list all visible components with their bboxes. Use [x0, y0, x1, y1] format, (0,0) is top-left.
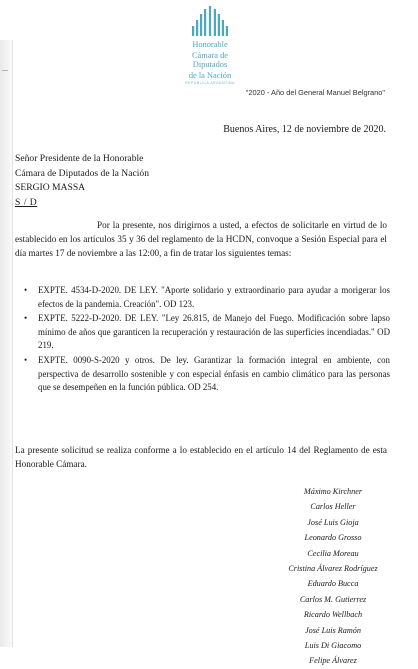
list-item: • EXPTE. 5222-D-2020. DE LEY. "Ley 26.815, de Manejo del Fuego. Modificación sobre lapso mínimo de años que garanticen la recuperación y restauración de las superficies incendiadas." OD 219.	[24, 312, 390, 353]
congress-emblem-icon	[188, 4, 232, 38]
signatory: Luis Di Giacomo	[304, 641, 362, 651]
agenda-list	[24, 284, 390, 396]
signatory: José Luis Gioja	[307, 517, 359, 527]
letterhead-org-line2: Cámara de Diputados	[191, 51, 229, 69]
signatory: Máximo Kirchner	[303, 487, 363, 496]
signatory: José Luis Ramón	[305, 625, 361, 635]
recipient-sede: S / D	[15, 196, 38, 208]
signatory: Carlos Heller	[310, 502, 356, 512]
signature-list	[278, 484, 388, 669]
list-item: • EXPTE. 0090-S-2020 y otros. De ley. Garantizar la formación integral en ambiente, con perspectiva de desarrollo sostenible y con especial énfasis en cambio climático para las personas que se desempeñen en la función pública. OD 254.	[24, 354, 390, 395]
closing-paragraph: La presente solicitud se realiza conforme a lo establecido en el artículo 14 del Reglamento de esta Honorable Cámara.	[15, 445, 387, 470]
letterhead-country: REPÚBLICA ARGENTINA	[185, 81, 235, 85]
signatory: Carlos M. Gutierrez	[299, 594, 367, 604]
signatory: Eduardo Bucca	[307, 579, 359, 589]
letterhead-logo	[175, 4, 245, 85]
letterhead-org-line3: de la Nación	[188, 71, 232, 80]
list-item: • EXPTE. 4534-D-2020. DE LEY. "Aporte solidario y extraordinario para ayudar a morigerar los efectos de la pandemia. Creación". OD 123.	[24, 284, 390, 311]
recipient-line2: Cámara de Diputados de la Nación	[15, 167, 149, 179]
signatory: Leonardo Grosso	[304, 533, 362, 543]
page-edge-shadow	[0, 40, 13, 647]
signatory: Cristina Álvarez Rodríguez	[288, 564, 378, 574]
recipient-name: SERGIO MASSA	[15, 182, 86, 193]
letterhead-org-line1: Honorable	[192, 40, 228, 49]
intro-paragraph: Por la presente, nos dirigirnos a usted, a efectos de solicitarle en virtud de lo establecido en los artículos 35 y 36 del reglamento de la HCDN, convoque a Sesión Especial para el día martes 17 de noviembre a las 12:00, a fin de tratar los siguientes temas:	[15, 220, 387, 259]
signatory: Cecilia Moreau	[307, 548, 359, 558]
letter-date: Buenos Aires, 12 de noviembre de 2020.	[223, 124, 386, 135]
signatory: Felipe Álvarez	[309, 656, 357, 666]
recipient-block	[15, 152, 149, 210]
signatory: Ricardo Wellbach	[303, 610, 363, 620]
year-motto: "2020 - Año del General Manuel Belgrano"	[245, 88, 385, 97]
recipient-line1: Señor Presidente de la Honorable	[15, 153, 144, 164]
